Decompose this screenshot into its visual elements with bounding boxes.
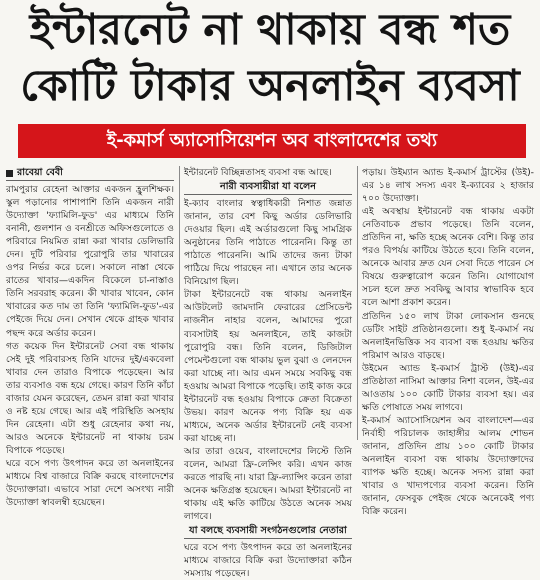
paragraph: আর তারা ওয়েব, বাংলাদেশের লিস্টে তিনি বলেন, আমরা ফ্রি-লেন্সিং করি। এখন কাজ করতে পারছি না। যারা ফ্রি-ল্যান্সিং করেন তারা অনেক ক্ষতিগ্রস্ত হয়েছেন। আমরা ইন্টারনেট না থাকায় এই ক্ষতি কাটিয়ে উঠতে অনেক সময় লাগবে।: [184, 445, 352, 523]
paragraph: উইমেন অ্যান্ড ই-কমার্স ট্রাস্ট (উই)-এর প্রতিষ্ঠাতা নাসিমা আক্তার নিশা বলেন, উই-এর আওতায় ১০০ কোটি টাকার ব্যবসা হয়। এর ক্ষতি পোষাতে সময় লাগবে।: [362, 362, 534, 413]
section-subhead: যা বলছে ব্যবসায়ী সংগঠনগুলোর নেতারা: [184, 524, 352, 539]
headline-line-1: ইন্টারনেট না থাকায় বন্ধ শত: [29, 5, 511, 55]
paragraph: ই-ক্যাব বাংলার স্বত্বাধিকারী নিশাত জন্নাত জানান, তার বেশ কিছু অর্ডার ডেলিভারি দেওয়ার ছিল। এই অর্ডারগুলো কিছু সামগ্রিক অনুষ্ঠানের তিনি পাঠাতে পারেননি। কিন্তু তা পাঠাতে পারেননি। আমি তাদের জন্য টাকা পাঠিয়ে দিয়ে পারছেন না। এখানে তার অনেক বিনিয়োগ ছিল।: [184, 198, 352, 288]
paragraph: রামপুরার রেহেনা আক্তার একজন হ্রুলশিক্ষক। স্কুল পড়ানোর পাশাপাশি তিনি একজন নারী উদ্যোক্তা 'ফ্যামিলি-ফুড' এর মাধ্যমে তিনি বনানী, গুলশান ও বনশ্রীতে অফিসগুলোতে ও পরিবারে নিয়মিত রান্না করা খাবার ডেলিভারি দেন। দুটি পরিবার পুরোপুরি তার খাবারের ওপর নির্ভর করে চলে। সকালে নাস্তা থেকে রাতের খাবার—একদিন বিকেলে চা-নাস্তাও তিনি সরবরাহ করেন। কী খাবার খাবেন, কোন খাবারের কত দাম তা তিনি 'ফ্যামিলি-ফুড'-এর পেইজে দিয়ে দেন। সেখান থেকে গ্রাহক খাবার পছন্দ করে অর্ডার করেন।: [6, 184, 174, 339]
byline: [6, 166, 174, 181]
article-column-3: [362, 166, 534, 518]
section-subhead: নারী ব্যবসায়ীরা যা বলেন: [184, 180, 352, 195]
paragraph: ঘরে বসে পণ্য উৎপাদন করে তা অনলাইনের মাধ্যমে বাজারে বিক্রি করা উদ্যোক্তারা কঠিন সমস্যায় পড়েছেন।: [184, 542, 352, 580]
column-divider: [357, 166, 358, 440]
paragraph: টাকা ইন্টারনেটে বন্ধ থাকায় অনলাইন আউটলেট জামদানি ফেরারের প্রেসিডেন্ট নাজনীন নাহার বলেন, আমাদের পুরো ব্যবসাটাই হয় অনলাইনে, তাই কাজটা পুরোপুরি বন্ধ। তিনি বলেন, ডিজিটাল পেমেন্টগুলো বন্ধ থাকায় ভুল বুঝা ও লেনদেন করা যাচ্ছে না। আর এমন সময়ে সবকিছু বন্ধ হওয়ায় আমরা বিপাকে পড়েছি। তাই কাজ করে ইন্টারনেট বন্ধ হওয়ায় বিপাকে ক্রেতা বিক্রেতা উভয়। কারণ অনেক পণ্য বিক্রি হয় এক মাধ্যমে, অনেক অর্ডার ইন্টারনেট নেই ব্যবসা করা যাচ্ছে না।: [184, 289, 352, 444]
paragraph: ইন্টারনেট বিচ্ছিন্নতাসহ ব্যবসা বন্ধ আছে।: [184, 167, 332, 178]
paragraph: প্রতিদিন ১৫০ লাখ টাকা লোকসান গুনছে ডেটিং সাইট প্রতিষ্ঠানগুলো। শুধু ই-কমার্স নয় অনলাইনভিত্তিক সব ব্যবসা বন্ধ হওয়ায় ক্ষতির পরিমাণ আরও বাড়ছে।: [362, 310, 534, 361]
paragraph: ঘরে বসে পণ্য উৎপাদন করে তা অনলাইনের মাধ্যমে বিশ্ব বাজারে বিক্রি করছে বাংলাদেশের উদ্যোক্তারা। এভাবে সারা দেশে অসংখ্য নারী উদ্যোক্তা স্বাবলম্বী হয়েছেন।: [6, 457, 174, 509]
paragraph: পড়ায়। উইম্যান অ্যান্ড ই-কমার্স ট্রাস্টের (উই)-এর ১৪ লাখ সদস্য এবং ই-ক্যাবের ২ হাজার ৭০০ উদ্যোক্তা।: [362, 167, 534, 205]
byline-square-icon: [6, 170, 13, 177]
subtitle-banner: ই-কমার্স অ্যাসোসিয়েশন অব বাংলাদেশের তথ্য: [18, 124, 526, 158]
headline-line-2: কোটি টাকার অনলাইন ব্যবসা: [20, 61, 520, 111]
paragraph: গত কয়েক দিন ইন্টারনেট সেবা বন্ধ থাকায় সেই দুই পরিবারসহ তিনি যাদের দুই/একবেলা খাবার দেন তারাও বিপাকে পড়েছেন। আর তার ব্যবসাও বন্ধ হয়ে গেছে। কারণ তিনি কাঁচা বাজার যেমন করেছেন, তেমন রান্না করা খাবার ও নষ্ট হয়ে গেছে। আর এই পরিস্থিতি অসহায় দিন রেহেনা। এটা শুধু রেহেনার কথা নয়, আরও অনেকে ইন্টারনেট না থাকায় চরম বিপাকে পড়েছে।: [6, 340, 174, 456]
byline-author: রাবেয়া বেবী: [17, 167, 63, 178]
paragraph: ই-কমার্স অ্যাসোসিয়েশন অব বাংলাদেশ—এর নির্বাহী পরিচালক জাহাঙ্গীর আলম শোভন জানান, প্রতিদিন প্রায় ১০০ কোটি টাকার অনলাইন ব্যবসা বন্ধ থাকায় উদ্যোক্তাদের ব্যাপক ক্ষতি হচ্ছে। অনেক সদস্য রান্না করা খাবার ও খাদ্যপণ্যের ব্যবসা করেন। তিনি জানান, ফেসবুক পেইজ থেকে অনেকেই পণ্য বিক্রি করেন।: [362, 414, 534, 518]
paragraph: এই অবস্থায় ইন্টারনেট বন্ধ থাকায় একটা নেতিবাচক প্রভাব পড়েছে। তিনি বলেন, প্রতিদিন না, ক্ষতি হচ্ছে অনেক বেশি। কিন্তু তার পরও বিপর্যয় কাটিয়ে উঠতে হবে। তিনি বলেন, অনেকে আবার দ্রুত যেন সেবা দিতে পারেন সে বিষয়ে গুরুত্বারোপ করেন তিনি। যোগাযোগ সচল হলে দ্রুত সবকিছু আবার স্বাভাবিক হবে বলে আশা প্রকাশ করেন।: [362, 206, 534, 309]
column-divider: [179, 166, 180, 440]
article-column-1: [6, 166, 174, 509]
article-column-2: [184, 166, 352, 580]
